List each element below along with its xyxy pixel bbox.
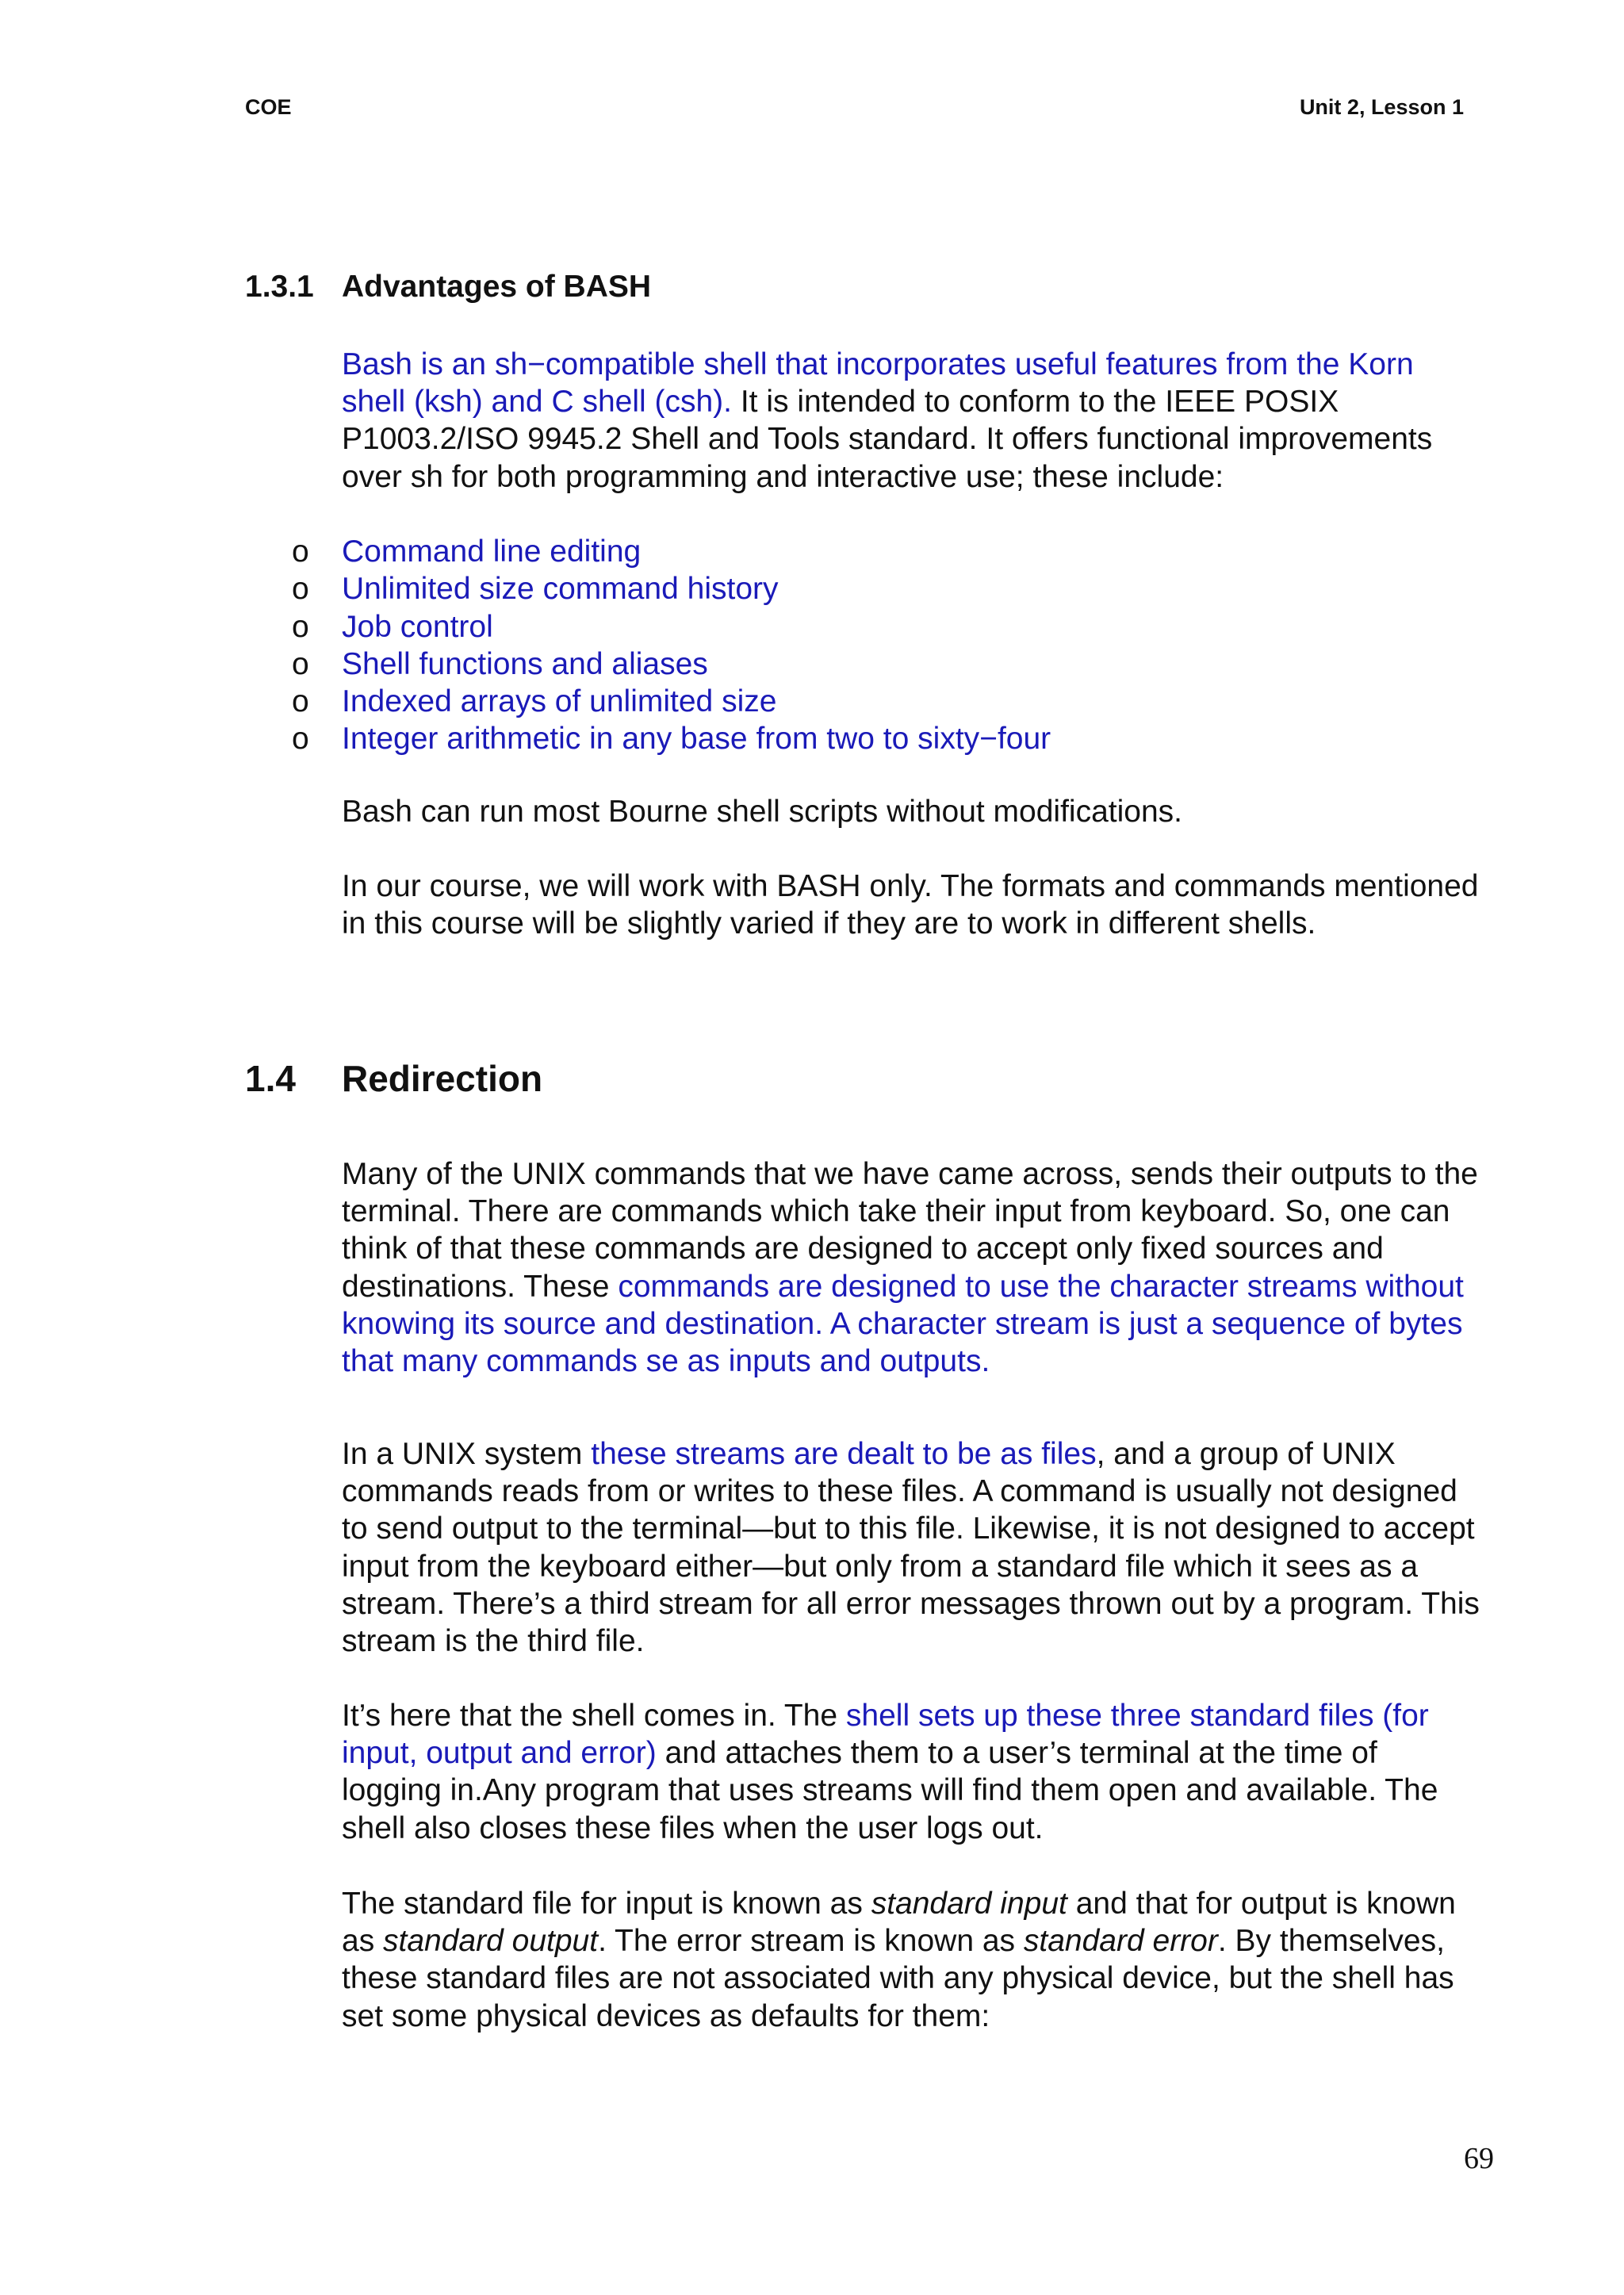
term-standard-error: standard error xyxy=(1023,1924,1218,1959)
paragraph-text: In a UNIX system xyxy=(342,1437,592,1471)
bullet-icon: o xyxy=(292,609,309,644)
bullet-icon: o xyxy=(292,722,309,757)
section-heading-1-3-1 xyxy=(245,270,652,305)
term-standard-output: standard output xyxy=(383,1924,599,1959)
paragraph-highlight: shell sets up these three standard files (for input, output and error) xyxy=(342,1699,1429,1771)
paragraph-text: , and a group of UNIX commands reads from or writes to these files. A command is usually not designed to send output to the terminal—but to this file. Likewise, it is not designed to accept input from the keyboard either—but only from a standard file which it sees as a stream. There’s a third stream for all error messages thrown out by a program. This stream is the third file. xyxy=(342,1437,1480,1659)
bullet-icon: o xyxy=(292,572,309,607)
course-note-paragraph xyxy=(342,868,1484,942)
header-right: Unit 2, Lesson 1 xyxy=(1299,95,1464,119)
feature-text: Shell functions and aliases xyxy=(342,646,708,681)
bourne-note-text: Bash can run most Bourne shell scripts without modifications. xyxy=(342,795,1182,829)
section-heading-1-4 xyxy=(245,1057,543,1100)
paragraph-text: Many of the UNIX commands that we have came across, sends their outputs to the terminal. There are commands which take their input from keyboard. So, one can think of that these commands are designed to accept only fixed sources and destinations. These xyxy=(342,1157,1478,1304)
feature-text: Command line editing xyxy=(342,534,642,569)
redirection-paragraph-2 xyxy=(342,1435,1484,1660)
paragraph-text: . By themselves, these standard files are not associated with any physical device, but the shell has set some physical devices as defaults for them: xyxy=(342,1924,1454,2033)
bullet-icon: o xyxy=(292,646,309,681)
bash-intro-highlight: Bash is an sh−compatible shell that incorporates useful features from the Korn shell (ksh) and C shell (csh). xyxy=(342,347,1414,420)
section-number: 1.4 xyxy=(245,1058,296,1099)
feature-text: Job control xyxy=(342,609,493,644)
redirection-paragraph-4 xyxy=(342,1885,1484,2035)
paragraph-text: The standard file for input is known as xyxy=(342,1887,871,1921)
bullet-icon: o xyxy=(292,684,309,719)
paragraph-highlight: these streams are dealt to be as files xyxy=(591,1437,1097,1471)
paragraph-text: and that for output is known as xyxy=(342,1887,1456,1959)
list-item xyxy=(0,570,1507,607)
bourne-note-paragraph xyxy=(342,793,1484,830)
list-item xyxy=(0,683,1507,720)
page-number: 69 xyxy=(1464,2142,1494,2175)
paragraph-highlight: commands are designed to use the character streams without knowing its source and destination. A character stream is just a sequence of bytes that many commands se as inputs and outputs. xyxy=(342,1269,1464,1379)
bullet-icon: o xyxy=(292,534,309,569)
paragraph-text: . The error stream is known as xyxy=(598,1924,1024,1959)
bash-features-list xyxy=(0,533,1507,758)
section-number: 1.3.1 xyxy=(245,270,314,304)
redirection-paragraph-3 xyxy=(342,1697,1484,1847)
paragraph-text: It’s here that the shell comes in. The xyxy=(342,1699,846,1733)
section-title: Redirection xyxy=(342,1058,543,1099)
redirection-paragraph-1 xyxy=(342,1155,1484,1380)
list-item xyxy=(0,720,1507,757)
list-item xyxy=(0,646,1507,683)
bash-intro-paragraph xyxy=(342,346,1484,496)
feature-text: Indexed arrays of unlimited size xyxy=(342,684,777,719)
bash-intro-text: It is intended to conform to the IEEE POSIX P1003.2/ISO 9945.2 Shell and Tools standard. It offers functional improvements over sh for both programming and interactive use; these include: xyxy=(342,385,1433,494)
list-item xyxy=(0,608,1507,646)
course-note-text: In our course, we will work with BASH only. The formats and commands mentioned in this course will be slightly varied if they are to work in different shells. xyxy=(342,869,1479,941)
feature-text: Unlimited size command history xyxy=(342,572,779,607)
list-item xyxy=(0,533,1507,570)
term-standard-input: standard input xyxy=(871,1887,1067,1921)
feature-text: Integer arithmetic in any base from two to sixty−four xyxy=(342,722,1051,757)
paragraph-text: and attaches them to a user’s terminal at the time of logging in.Any program that uses streams will find them open and available. The shell also closes these files when the user logs out. xyxy=(342,1736,1438,1845)
header-left: COE xyxy=(245,95,292,119)
section-title: Advantages of BASH xyxy=(342,270,652,304)
